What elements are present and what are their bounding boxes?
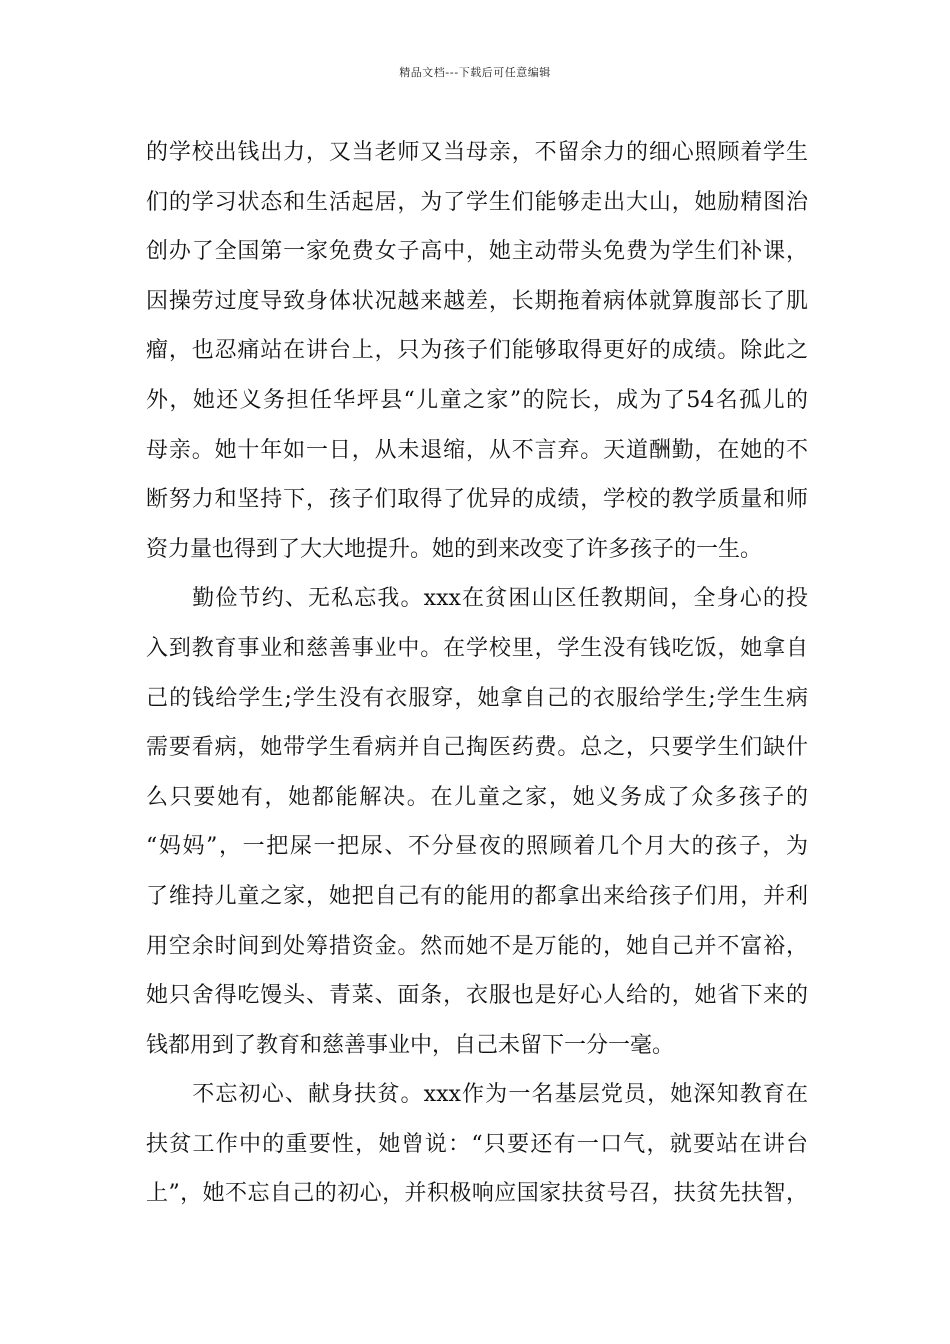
text-line: 不忘初心、献身扶贫。xxx作为一名基层党员，她深知教育在	[146, 1082, 808, 1108]
text-line: 钱都用到了教育和慈善事业中，自己未留下一分一毫。	[146, 1032, 675, 1058]
text-line: 母亲。她十年如一日，从未退缩，从不言弃。天道酬勤，在她的不	[146, 437, 808, 463]
text-line: 扶贫工作中的重要性，她曾说：“只要还有一口气，就要站在讲台	[146, 1131, 808, 1157]
paragraph-1	[146, 128, 808, 574]
text-line: 们的学习状态和生活起居，为了学生们能够走出大山，她励精图治	[146, 189, 808, 215]
text-line: 么只要她有，她都能解决。在儿童之家，她义务成了众多孩子的	[146, 784, 808, 810]
text-line: 入到教育事业和慈善事业中。在学校里，学生没有钱吃饭，她拿自	[146, 635, 808, 661]
text-line: 创办了全国第一家免费女子高中，她主动带头免费为学生们补课，	[146, 239, 808, 265]
paragraph-3	[146, 1070, 808, 1219]
text-line: 资力量也得到了大大地提升。她的到来改变了许多孩子的一生。	[146, 536, 763, 562]
text-line: 用空余时间到处筹措资金。然而她不是万能的，她自己并不富裕，	[146, 933, 808, 959]
text-line: 因操劳过度导致身体状况越来越差，长期拖着病体就算腹部长了肌	[146, 288, 808, 314]
text-line: 的学校出钱出力，又当老师又当母亲，不留余力的细心照顾着学生	[146, 140, 808, 165]
text-line: 瘤，也忍痛站在讲台上，只为孩子们能够取得更好的成绩。除此之	[146, 338, 808, 364]
paragraph-2	[146, 574, 808, 1070]
text-line: 己的钱给学生;学生没有衣服穿，她拿自己的衣服给学生;学生生病	[146, 685, 808, 711]
text-line: 断努力和坚持下，孩子们取得了优异的成绩，学校的教学质量和师	[146, 487, 808, 513]
text-line: 了维持儿童之家，她把自己有的能用的都拿出来给孩子们用，并利	[146, 883, 808, 909]
page-header: 精品文档---下载后可任意编辑	[399, 66, 551, 79]
text-line: 她只舍得吃馒头、青菜、面条，衣服也是好心人给的，她省下来的	[146, 983, 808, 1009]
text-line: “妈妈”，一把屎一把尿、不分昼夜的照顾着几个月大的孩子，为	[146, 834, 808, 860]
text-line: 上”，她不忘自己的初心，并积极响应国家扶贫号召，扶贫先扶智，	[146, 1181, 808, 1207]
document-body	[146, 128, 808, 1219]
text-line: 外，她还义务担任华坪县“儿童之家”的院长，成为了54名孤儿的	[146, 387, 808, 413]
text-line: 需要看病，她带学生看病并自己掏医药费。总之，只要学生们缺什	[146, 735, 808, 761]
text-line: 勤俭节约、无私忘我。xxx在贫困山区任教期间，全身心的投	[146, 586, 808, 612]
